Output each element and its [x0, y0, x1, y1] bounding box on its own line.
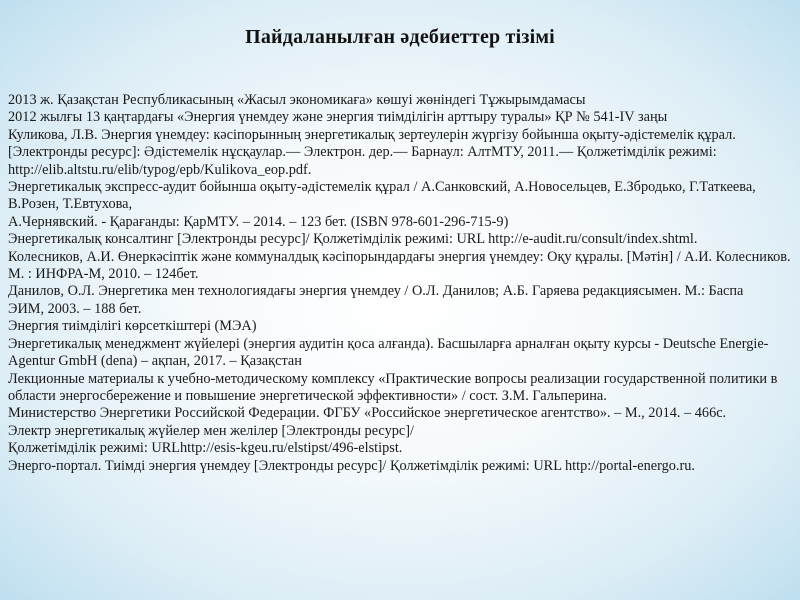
reference-line: А.Чернявский. - Қарағанды: ҚарМТУ. – 2014. – 123 бет. (ISBN 978-601-296-715-9) — [8, 213, 509, 230]
reference-line: Министерство Энергетики Российской Федерации. ФГБУ «Российское энергетическое агентство». – М., 2014. – 466с. — [8, 405, 727, 422]
reference-line: Энергетикалық менеджмент жүйелері (энергия аудитін қоса алғанда). Басшыларға арналған оқыту курсы - Deutsche Energie-Agentur GmbH (dena) – ақпан, 2017. – Қазақстан — [8, 335, 769, 370]
reference-line: Данилов, О.Л. Энергетика мен технологиядағы энергия үнемдеу / О.Л. Данилов; А.Б. Гаряева редакциясымен. М.: Баспа — [8, 283, 744, 300]
reference-line: Колесников, А.И. Өнеркәсіптік және коммуналдық кәсіпорындардағы энергия үнемдеу: Оқу құралы. [Мәтін] / А.И. Колесников. М. : ИНФРА-М, 2010. – 124бет. — [8, 248, 791, 283]
reference-line: ЭИМ, 2003. – 188 бет. — [8, 300, 142, 317]
reference-line: Лекционные материалы к учебно-методическому комплексу «Практические вопросы реализации государственной политики в области энергосбережение и повышение энергетической эффективности» / сост. З.М. Гальперина. — [8, 370, 778, 404]
reference-line: Куликова, Л.В. Энергия үнемдеу: кәсіпорынның энергетикалық зертеулерін жүргізу бойынша оқыту-әдістемелік құрал. — [8, 126, 736, 143]
reference-line: Қолжетімділік режимі: URLhttp://esis-kgeu.ru/elstipst/496-elstipst. — [8, 440, 403, 457]
reference-line: Энергетикалық экспресс-аудит бойынша оқыту-әдістемелік құрал / А.Санковский, А.Новосельцев, Е.Збродько, Г.Таткеева, В.Розен, Т.Евтухова, — [8, 179, 756, 213]
reference-line: 2013 ж. Қазақстан Республикасының «Жасыл экономикаға» көшуі жөніндегі Тұжырымдамасы — [8, 92, 586, 108]
reference-line: Энергия тиімділігі көрсеткіштері (МЭА) — [8, 318, 257, 335]
reference-list — [8, 92, 796, 475]
reference-line: Электр энергетикалық жүйелер мен желілер [Электронды ресурс]/ — [8, 422, 414, 439]
reference-line: [Электронды ресурс]: Әдістемелік нұсқаулар.— Электрон. дер.— Барнаул: АлтМТУ, 2011.— Қолжетімділік режимі: http://elib.altstu.ru/elib/typog/epb/Kulikova_eop.pdf. — [8, 144, 717, 178]
reference-line: Энергетикалық консалтинг [Электронды ресурс]/ Қолжетімділік режимі: URL http://e-audit.ru/consult/index.shtml. — [8, 231, 698, 248]
slide-title: Пайдаланылған әдебиеттер тізімі — [245, 26, 555, 48]
reference-line: 2012 жылғы 13 қаңтардағы «Энергия үнемдеу және энергия тиімділігін арттыру туралы» ҚР № 541-IV заңы — [8, 109, 668, 126]
reference-line: Энерго-портал. Тиімді энергия үнемдеу [Электронды ресурс]/ Қолжетімділік режимі: URL http://portal-energo.ru. — [8, 457, 695, 474]
